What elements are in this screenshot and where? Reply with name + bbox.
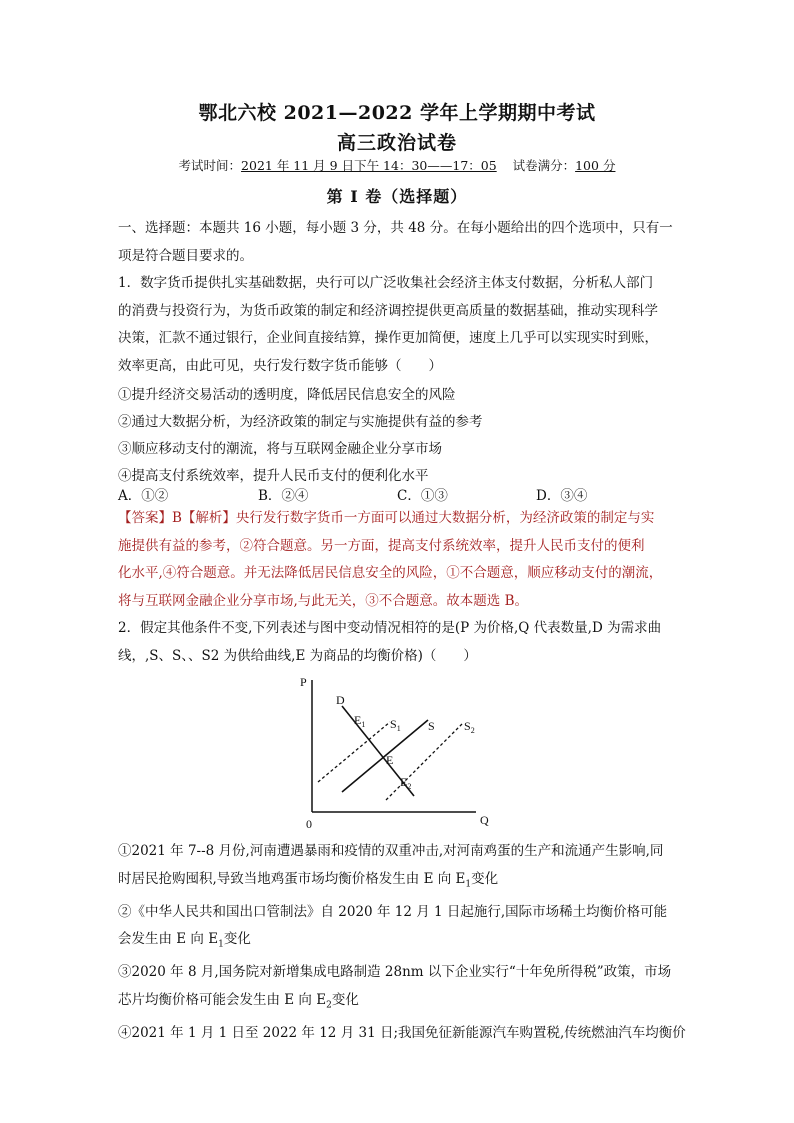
full-score-value: 100 分	[575, 158, 616, 173]
q1-answer	[118, 505, 678, 615]
q1-option-b: B．②④	[258, 488, 309, 504]
q1-answer-line: 施提供有益的参考，②符合题意。另一方面，提高支付系统效率，提升人民币支付的便利	[118, 537, 645, 554]
q1-statement-2: ②通过大数据分析，为经济政策的制定与实施提供有益的参考	[118, 414, 483, 430]
q1-option-c: C．①③	[397, 488, 448, 504]
q2-statement-line: ②《中华人民共和国出口管制法》自 2020 年 12 月 1 日起施行,国际市场稀土均衡价格可能	[118, 903, 668, 920]
instruction-line: 一、选择题：本题共 16 小题，每小题 3 分，共 48 分。在每小题给出的四个选项中，只有一	[118, 220, 673, 236]
q2-statement-line: 会发生由 E 向 $E_1$变化	[118, 931, 251, 950]
supply-demand-diagram	[296, 672, 496, 832]
q1-answer-line: 【答案】B【解析】央行发行数字货币一方面可以通过大数据分析，为经济政策的制定与实	[118, 510, 655, 526]
q2-stem	[118, 615, 678, 670]
s2-label: $S_2$	[464, 719, 475, 735]
q1-stem-line: 效率更高，由此可见，央行发行数字货币能够（ ）	[118, 357, 442, 374]
q2-stem-line: 线，,S、S、、S2 为供给曲线,E 为商品的均衡价格)（ ）	[118, 647, 477, 664]
full-score-label: 试卷满分：	[512, 158, 576, 173]
q2-statement-line: ④2021 年 1 月 1 日至 2022 年 12 月 31 日;我国免征新能源汽车购置税,传统燃油汽车均衡价	[118, 1025, 686, 1042]
q1-stem	[118, 270, 678, 380]
q-axis-label: Q	[480, 813, 489, 827]
instructions	[118, 215, 678, 270]
exam-subtitle: 高三政治试卷	[336, 132, 457, 154]
q1-stem-line: 1．数字货币提供扎实基础数据，央行可以广泛收集社会经济主体支付数据，分析私人部门	[118, 275, 654, 291]
q2-statement-line: ③2020 年 8 月,国务院对新增集成电路制造 28nm 以下企业实行“十年免所得税”政策，市场	[118, 964, 672, 981]
q1-statement-1: ①提升经济交易活动的透明度，降低居民信息安全的风险	[118, 387, 456, 403]
s1-label: $S_1$	[390, 717, 401, 733]
q1-option-a: A．①②	[118, 488, 169, 504]
q1-stem-line: 决策，汇款不通过银行，企业间直接结算，操作更加简便，速度上几乎可以实现实时到账，	[118, 330, 658, 346]
q1-answer-line: 将与互联网金融企业分享市场,与此无关，③不合题意。故本题选 B。	[118, 592, 529, 609]
q2-statements	[118, 838, 686, 1048]
e-label: E	[386, 753, 394, 767]
q1-statement-4: ④提高支付系统效率，提升人民币支付的便利化水平	[118, 468, 429, 484]
section-title: 第 I 卷（选择题）	[326, 187, 468, 206]
q1-stem-line: 的消费与投资行为，为货币政策的制定和经济调控提供更高质量的数据基础，推动实现科学	[118, 302, 658, 319]
q1-option-d: D．③④	[536, 488, 588, 504]
s-label: S	[428, 719, 435, 733]
e1-label: $E_1$	[354, 713, 366, 729]
exam-time-label: 考试时间：	[178, 158, 242, 173]
q1-statement-3: ③顺应移动支付的潮流，将与互联网金融企业分享市场	[118, 441, 442, 457]
exam-time-value: 2021 年 11 月 9 日下午 14：30——17：05	[241, 158, 497, 173]
exam-title: 鄂北六校 2021—2022 学年上学期期中考试	[198, 102, 596, 124]
q2-stem-line: 2．假定其他条件不变,下列表述与图中变动情况相符的是(P 为价格,Q 代表数量,D 为需求曲	[118, 620, 662, 636]
d-label: D	[336, 693, 345, 707]
supply-curve-s	[342, 720, 428, 792]
q1-answer-line: 化水平,④符合题意。并无法降低居民信息安全的风险，①不合题意，顺应移动支付的潮流，	[118, 565, 663, 581]
q2-statement-line: ①2021 年 7--8 月份,河南遭遇暴雨和疫情的双重冲击,对河南鸡蛋的生产和流通产生影响,同	[118, 843, 664, 859]
instruction-line: 项是符合题目要求的。	[118, 247, 253, 264]
p-axis-label: P	[300, 675, 307, 689]
q2-statement-line: 芯片均衡价格可能会发生由 E 向 $E_2$变化	[118, 991, 359, 1011]
supply-curve-s2	[386, 724, 462, 800]
exam-info	[0, 156, 794, 174]
origin-label: 0	[306, 817, 312, 831]
q2-statement-line: 时居民抢购囤积,导致当地鸡蛋市场均衡价格发生由 E 向 $E_1$变化	[118, 870, 499, 890]
e2-label: $E_2$	[400, 775, 412, 791]
